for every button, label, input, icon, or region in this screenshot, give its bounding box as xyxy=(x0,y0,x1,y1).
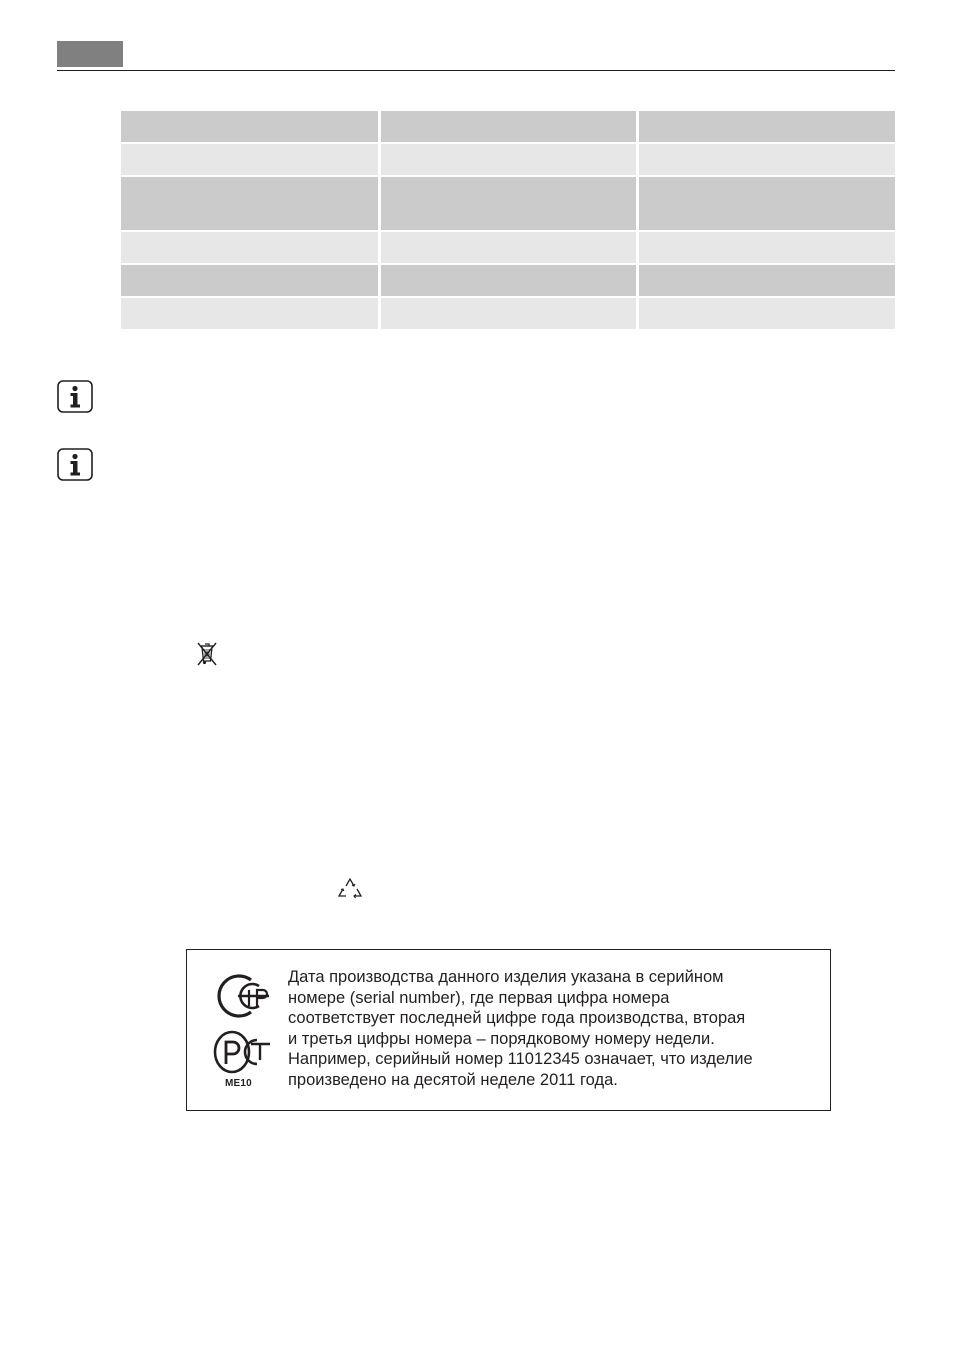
notice-line: и третья цифры номера – порядковому номеру недели. xyxy=(288,1029,715,1048)
table-cell xyxy=(639,177,895,230)
notice-line: произведено на десятой неделе 2011 года. xyxy=(288,1070,618,1089)
table-cell xyxy=(639,111,895,142)
table-cell xyxy=(121,144,378,175)
recycle-icon xyxy=(337,877,363,901)
table-cell xyxy=(639,265,895,296)
table-cell xyxy=(121,298,378,329)
pct-certification-logo xyxy=(213,1030,271,1075)
table-row xyxy=(121,265,895,296)
info-icon xyxy=(57,448,93,481)
notice-text xyxy=(288,967,823,1091)
table-cell xyxy=(381,177,636,230)
table-cell xyxy=(121,232,378,263)
table-row xyxy=(121,232,895,263)
table-row xyxy=(121,298,895,329)
table-cell xyxy=(381,144,636,175)
table-cell xyxy=(639,298,895,329)
table-row xyxy=(121,111,895,142)
table-cell xyxy=(639,144,895,175)
table-cell xyxy=(639,232,895,263)
spec-table xyxy=(121,111,895,331)
table-row xyxy=(121,144,895,175)
info-icon xyxy=(57,380,93,413)
notice-line: соответствует последней цифре года производства, вторая xyxy=(288,1009,746,1028)
table-cell xyxy=(121,265,378,296)
table-cell xyxy=(121,177,378,230)
table-cell xyxy=(381,111,636,142)
notice-line: номере (serial number), где первая цифра номера xyxy=(288,988,670,1007)
crossed-out-wheelie-bin-icon xyxy=(195,641,219,667)
manufacture-date-notice xyxy=(186,949,831,1111)
table-cell xyxy=(121,111,378,142)
notice-line: Например, серийный номер 11012345 означает, что изделие xyxy=(288,1050,753,1069)
notice-line: Дата производства данного изделия указана в серийном xyxy=(288,968,724,986)
section-header-tab xyxy=(57,41,123,67)
table-cell xyxy=(381,265,636,296)
table-cell xyxy=(381,298,636,329)
certification-code: ME10 xyxy=(225,1078,252,1089)
eac-ctp-certification-logo xyxy=(213,972,271,1020)
header-rule xyxy=(57,70,895,71)
table-cell xyxy=(381,232,636,263)
table-row xyxy=(121,177,895,230)
